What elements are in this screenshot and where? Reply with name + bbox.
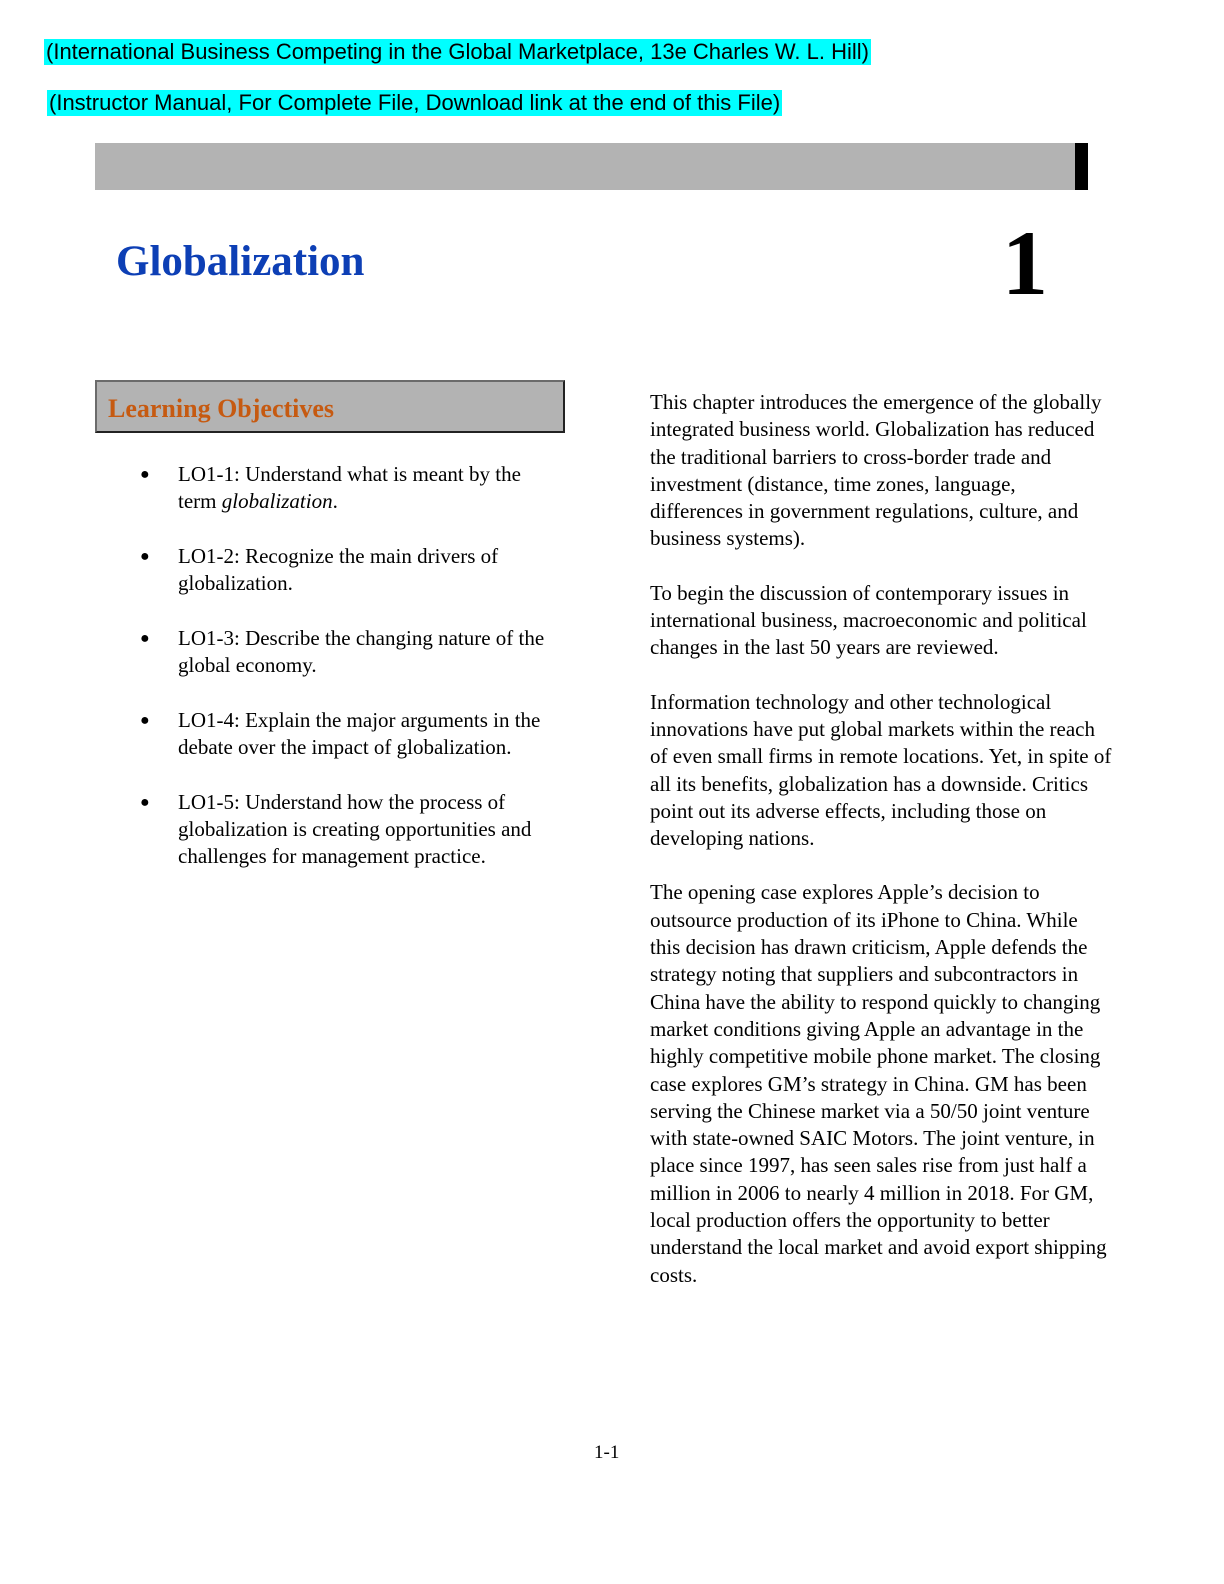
learning-objective-item — [140, 543, 560, 597]
chapter-banner-bar — [95, 143, 1075, 190]
objective-text: LO1-3: Describe the changing nature of the global economy. — [178, 626, 545, 677]
objective-text-end: . — [332, 489, 338, 513]
summary-paragraph: This chapter introduces the emergence of the globally integrated business world. Globalization has reduced the traditional barriers to cross-border trade and investment (distance, time zones, language, differences in government regulations, culture, and business systems). — [650, 390, 1102, 551]
summary-paragraph: To begin the discussion of contemporary issues in international business, macroeconomic and political changes in the last 50 years are reviewed. — [650, 580, 1087, 660]
chapter-number: 1 — [1002, 212, 1048, 314]
chapter-banner-accent — [1075, 143, 1088, 190]
learning-objectives-box — [95, 380, 565, 433]
bullet-icon: ● — [140, 630, 150, 647]
objective-emphasis: globalization — [221, 489, 333, 513]
learning-objective-item — [140, 707, 560, 761]
chapter-title: Globalization — [116, 238, 365, 285]
bullet-icon: ● — [140, 712, 150, 729]
learning-objectives-heading: Learning Objectives — [108, 394, 335, 423]
objective-text: LO1-5: Understand how the process of globalization is creating opportunities and challenges for management practice. — [178, 790, 532, 868]
summary-paragraph: Information technology and other technological innovations have put global markets within the reach of even small firms in remote locations. Yet, in spite of all its benefits, globalization has a downside. Critics point out its adverse effects, including those on developing nations. — [650, 689, 1112, 851]
objective-text: LO1-2: Recognize the main drivers of globalization. — [178, 544, 499, 595]
chapter-summary — [650, 389, 1112, 1316]
bullet-icon: ● — [140, 466, 150, 483]
summary-paragraph: The opening case explores Apple’s decision to outsource production of its iPhone to China. While this decision has drawn criticism, Apple defends the strategy noting that suppliers and subcontractors in China have the ability to respond quickly to changing market conditions giving Apple an advantage in the highly competitive mobile phone market. The closing case explores GM’s strategy in China. GM has been serving the Chinese market via a 50/50 joint venture with state-owned SAIC Motors. The joint venture, in place since 1997, has seen sales rise from just half a million in 2006 to nearly 4 million in 2018. For GM, local production offers the opportunity to better understand the local market and avoid export shipping costs. — [650, 880, 1107, 1287]
bullet-icon: ● — [140, 548, 150, 565]
header-download-note: (Instructor Manual, For Complete File, Download link at the end of this File) — [49, 90, 781, 115]
learning-objectives-list — [140, 461, 560, 898]
learning-objective-item — [140, 789, 560, 870]
objective-text: LO1-4: Explain the major arguments in the debate over the impact of globalization. — [178, 708, 541, 759]
header-book-title: (International Business Competing in the Global Marketplace, 13e Charles W. L. Hill) — [46, 39, 869, 64]
page-number: 1-1 — [594, 1442, 620, 1463]
bullet-icon: ● — [140, 794, 150, 811]
learning-objective-item — [140, 461, 560, 515]
learning-objective-item — [140, 625, 560, 679]
objective-text: LO1-1: Understand what is meant by the term — [178, 462, 521, 513]
